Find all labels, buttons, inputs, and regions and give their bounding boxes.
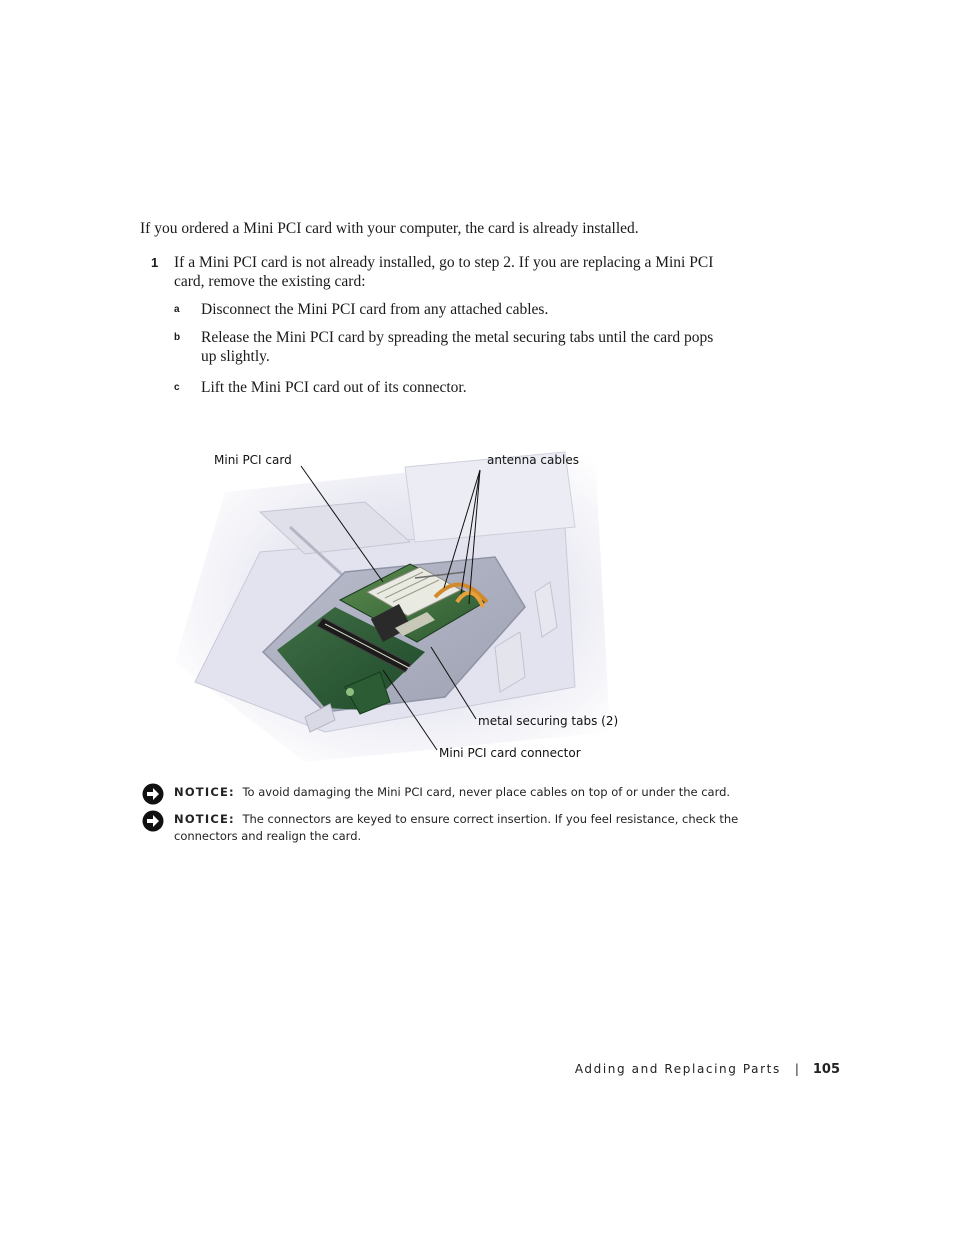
footer-section-title: Adding and Replacing Parts <box>574 1062 781 1076</box>
notice-1 <box>142 784 742 801</box>
footer-separator: | <box>794 1062 799 1076</box>
substep-letter-a: a <box>174 304 180 315</box>
notice-arrow-icon <box>142 783 164 805</box>
notice-label: NOTICE: <box>174 812 235 826</box>
mini-pci-figure <box>165 432 619 767</box>
substep-text-c: Lift the Mini PCI card out of its connector. <box>201 379 467 396</box>
step-text: If a Mini PCI card is not already installed, go to step 2. If you are replacing a Mini PCI card, remove the existing card: <box>174 254 714 290</box>
callout-metal-securing-tabs: metal securing tabs (2) <box>478 714 619 728</box>
notice-arrow-icon <box>142 810 164 832</box>
notice-text: The connectors are keyed to ensure correct insertion. If you feel resistance, check the connectors and realign the card. <box>174 812 739 843</box>
notice-label: NOTICE: <box>174 785 235 799</box>
callout-mini-pci-card: Mini PCI card <box>214 453 292 467</box>
intro-paragraph: If you ordered a Mini PCI card with your computer, the card is already installed. <box>140 220 639 237</box>
substep-letter-c: c <box>174 382 180 393</box>
substep-text-b: Release the Mini PCI card by spreading the metal securing tabs until the card pops up slightly. <box>201 329 714 365</box>
substep-text-a: Disconnect the Mini PCI card from any attached cables. <box>201 301 549 318</box>
page-footer <box>560 1062 840 1077</box>
callout-antenna-cables: antenna cables <box>487 453 579 467</box>
notice-2 <box>142 811 742 845</box>
page-number: 105 <box>812 1062 840 1077</box>
callout-card-connector: Mini PCI card connector <box>439 746 581 760</box>
step-number: 1 <box>151 255 159 270</box>
notice-text: To avoid damaging the Mini PCI card, never place cables on top of or under the card. <box>242 785 731 799</box>
substep-letter-b: b <box>174 332 181 343</box>
